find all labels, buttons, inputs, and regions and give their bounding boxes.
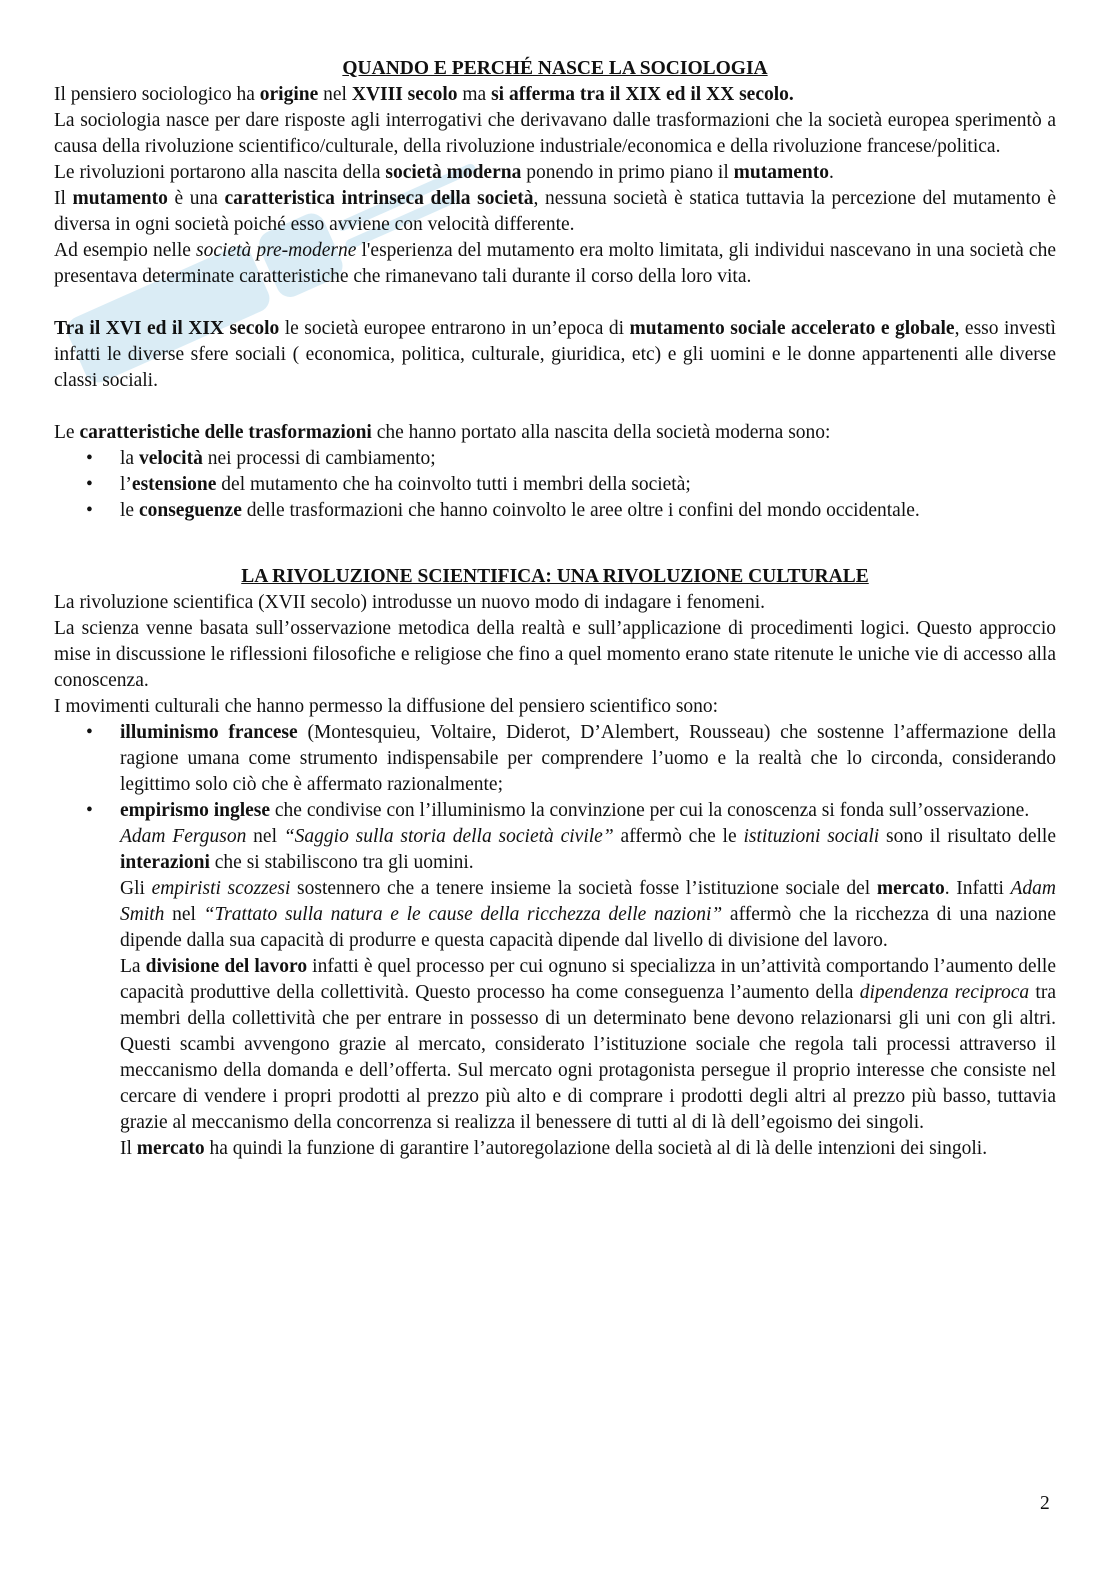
bullet-icon: • <box>86 474 93 495</box>
sub-paragraph: La divisione del lavoro infatti è quel processo per cui ognuno si specializza in un’attività comportando l’aumento delle capacità produttive della collettività. Questo processo ha come conseguenza l’aumento della dipendenza reciproca tra membri della collettività che per entrare in possesso di un determinato bene devono relazionarsi gli uni con gli altri. Questi scambi avvengono grazie al mercato, considerato l’istituzione sociale che regola tali processi attraverso il meccanismo della domanda e dell’offerta. Sul mercato ogni protagonista persegue il proprio interesse che consiste nel cercare di vendere i propri prodotti al prezzo più alto e di comprare i prodotti degli altri al prezzo più basso, tuttavia grazie al meccanismo della concorrenza si realizza il benessere di tutti al di là dell’egoismo dei singoli. <box>120 956 1056 1133</box>
bullet-list-movimenti <box>54 720 1056 1162</box>
bullet-icon: • <box>86 722 93 743</box>
paragraph: Il pensiero sociologico ha origine nel XVIII secolo ma si afferma tra il XIX ed il XX secolo. <box>54 84 794 105</box>
bullet-icon: • <box>86 448 93 469</box>
sub-paragraph: Adam Ferguson nel “Saggio sulla storia della società civile” affermò che le istituzioni sociali sono il risultato delle interazioni che si stabiliscono tra gli uomini. <box>120 826 1056 873</box>
bullet-icon: • <box>86 500 93 521</box>
paragraph: Il mutamento è una caratteristica intrinseca della società, nessuna società è statica tuttavia la percezione del mutamento è diversa in ogni società poiché esso avviene con velocità differente. <box>54 188 1056 235</box>
list-item: • le conseguenze delle trasformazioni che hanno coinvolto le aree oltre i confini del mondo occidentale. <box>54 498 1056 524</box>
list-item: • illuminismo francese (Montesquieu, Voltaire, Diderot, D’Alembert, Rousseau) che sostenne l’affermazione della ragione umana come strumento indispensabile per comprendere l’uomo e la realtà che lo circonda, considerando legittimo solo ciò che è affermato razionalmente; <box>86 722 1057 795</box>
section-title-rivoluzione-scientifica: LA RIVOLUZIONE SCIENTIFICA: UNA RIVOLUZIONE CULTURALE <box>241 566 869 587</box>
section-title-sociologia: QUANDO E PERCHÉ NASCE LA SOCIOLOGIA <box>342 58 768 79</box>
bullet-list-trasformazioni <box>54 446 1056 524</box>
list-item: • empirismo inglese che condivise con l’illuminismo la convinzione per cui la conoscenza si fonda sull’osservazione. Adam Ferguson nel “Saggio sulla storia della società civile” affermò che le istituzioni sociali sono il risultato delle interazioni che si stabiliscono tra gli uomini. Gli empiristi scozzesi sostennero che a tenere insieme la società fosse l’istituzione sociale del mercato. Infatti Adam Smith nel “Trattato sulla natura e le cause della ricchezza delle nazioni” affermò che la ricchezza di una nazione dipende dalla sua capacità di produrre e questa capacità dipende dal livello di divisione del lavoro. La divisione del lavoro infatti è quel processo per cui ognuno si specializza in un’attività comportando l’aumento delle capacità produttive della collettività. Questo processo ha come conseguenza l’aumento della dipendenza reciproca tra membri della collettività che per entrare in possesso di un determinato bene devono relazionarsi gli uni con gli altri. Questi scambi avvengono grazie al mercato, considerato l’istituzione sociale che regola tali processi attraverso il meccanismo della domanda e dell’offerta. Sul mercato ogni protagonista persegue il proprio interesse che consiste nel cercare di vendere i propri prodotti al prezzo più alto e di comprare i prodotti degli altri al prezzo più basso, tuttavia grazie al meccanismo della concorrenza si realizza il benessere di tutti al di là dell’egoismo dei singoli. Il mercato ha quindi la funzione di garantire l’autoregolazione della società al di là delle intenzioni dei singoli. <box>54 798 1056 1162</box>
paragraph: Le rivoluzioni portarono alla nascita della società moderna ponendo in primo piano il mutamento. <box>54 162 834 183</box>
sub-paragraph: Gli empiristi scozzesi sostennero che a tenere insieme la società fosse l’istituzione sociale del mercato. Infatti Adam Smith nel “Trattato sulla natura e le cause della ricchezza delle nazioni” affermò che la ricchezza di una nazione dipende dalla sua capacità di produrre e questa capacità dipende dal livello di divisione del lavoro. <box>120 878 1057 951</box>
bullet-icon: • <box>86 800 93 821</box>
paragraph: Tra il XVI ed il XIX secolo le società europee entrarono in un’epoca di mutamento sociale accelerato e globale, esso investì infatti le diverse sfere sociali ( economica, politica, culturale, giuridica, etc) e gli uomini e le donne appartenenti alle diverse classi sociali. <box>54 318 1056 391</box>
document-page <box>54 56 1056 1162</box>
page-number: 2 <box>1040 1493 1050 1514</box>
paragraph: La sociologia nasce per dare risposte agli interrogativi che derivavano dalle trasformazioni che la società europea sperimentò a causa della rivoluzione scientifico/culturale, della rivoluzione industriale/economica e della rivoluzione francese/politica. <box>54 110 1056 157</box>
list-item: • la velocità nei processi di cambiamento; <box>54 446 1056 472</box>
sub-paragraph: Il mercato ha quindi la funzione di garantire l’autoregolazione della società al di là delle intenzioni dei singoli. <box>120 1138 988 1159</box>
paragraph: I movimenti culturali che hanno permesso la diffusione del pensiero scientifico sono: <box>54 696 719 717</box>
list-item: • l’estensione del mutamento che ha coinvolto tutti i membri della società; <box>54 472 1056 498</box>
paragraph: Le caratteristiche delle trasformazioni che hanno portato alla nascita della società moderna sono: <box>54 422 831 443</box>
paragraph: La scienza venne basata sull’osservazione metodica della realtà e sull’applicazione di procedimenti logici. Questo approccio mise in discussione le riflessioni filosofiche e religiose che fino a quel momento erano state ritenute le uniche vie di accesso alla conoscenza. <box>54 618 1056 691</box>
paragraph: La rivoluzione scientifica (XVII secolo) introdusse un nuovo modo di indagare i fenomeni. <box>54 592 766 613</box>
paragraph: Ad esempio nelle società pre-moderne l'esperienza del mutamento era molto limitata, gli individui nascevano in una società che presentava determinate caratteristiche che rimanevano tali durante il corso della loro vita. <box>54 240 1056 287</box>
